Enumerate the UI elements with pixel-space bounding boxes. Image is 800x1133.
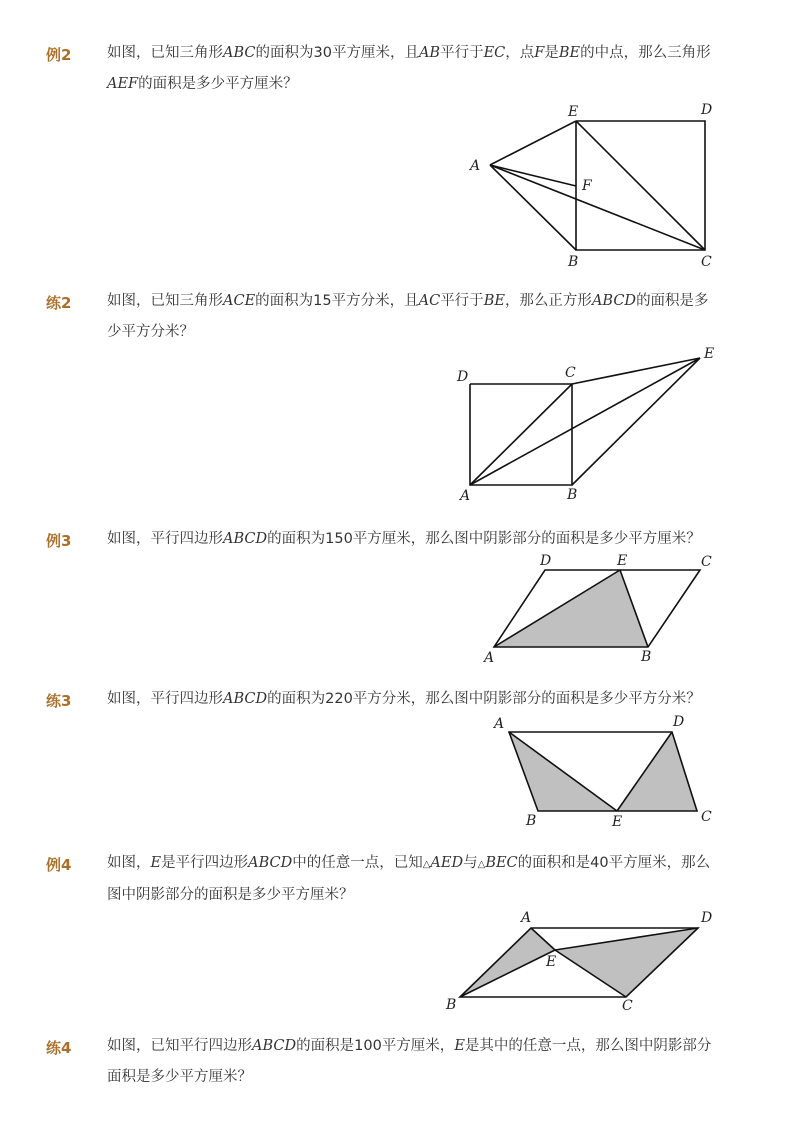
point-b: B	[526, 813, 537, 829]
point-b: B	[567, 487, 578, 503]
point-d: D	[457, 369, 469, 385]
point-d: D	[540, 553, 552, 569]
point-e: E	[617, 553, 628, 569]
point-a: A	[460, 488, 471, 504]
shaded-triangle-aeb	[460, 928, 555, 997]
point-d: D	[701, 910, 713, 926]
point-c: C	[701, 809, 712, 825]
problem-text: 如图，平行四边形ABCD的面积为220平方分米，那么图中阴影部分的面积是多少平方分米？	[107, 691, 701, 707]
point-b: B	[641, 649, 652, 665]
point-e: E	[568, 104, 579, 120]
problem-label: 练4	[46, 1039, 72, 1057]
figure-pr3	[488, 710, 720, 832]
point-e: E	[546, 954, 557, 970]
segment-ce	[572, 358, 700, 384]
segment-ac	[490, 165, 705, 250]
point-c: C	[701, 554, 712, 570]
point-c: C	[565, 365, 576, 381]
figure-ex3	[480, 550, 720, 665]
point-e: E	[612, 814, 623, 830]
problem-label: 练2	[46, 294, 72, 312]
problem-label: 例2	[46, 46, 72, 64]
point-d: D	[673, 714, 685, 730]
point-a: A	[484, 650, 495, 666]
problem-text: 如图，E是平行四边形ABCD中的任意一点，已知△AED与△BEC的面积和是40平方厘米，那么图中阴影部分的面积是多少平方厘米？	[107, 855, 711, 903]
problem-label: 例4	[46, 856, 72, 874]
problem-text: 如图，已知三角形ABC的面积为30平方厘米，且AB平行于EC，点F是BE的中点，那么三角形AEF的面积是多少平方厘米？	[107, 45, 711, 92]
figure-ex4	[440, 905, 725, 1017]
segment-ae	[470, 358, 700, 485]
point-d: D	[701, 102, 713, 118]
figure-pr2	[450, 345, 725, 505]
problem-label: 练3	[46, 692, 72, 710]
point-c: C	[622, 998, 633, 1014]
point-a: A	[494, 716, 505, 732]
point-b: B	[446, 997, 457, 1013]
segment-ab	[490, 165, 576, 250]
point-e: E	[704, 346, 715, 362]
segment-ec	[576, 121, 705, 250]
segment-ea	[490, 121, 576, 165]
problem-text: 如图，平行四边形ABCD的面积为150平方厘米，那么图中阴影部分的面积是多少平方厘米？	[107, 531, 701, 547]
segment-be	[572, 358, 700, 485]
segment-ac	[470, 384, 572, 485]
point-f: F	[582, 178, 592, 194]
point-a: A	[470, 158, 481, 174]
problem-label: 例3	[46, 532, 72, 550]
point-b: B	[568, 254, 579, 270]
problem-text: 如图，已知三角形ACE的面积为15平方分米，且AC平行于BE，那么正方形ABCD的面积是多少平方分米？	[107, 293, 709, 340]
point-c: C	[701, 254, 712, 270]
problem-text: 如图，已知平行四边形ABCD的面积是100平方厘米，E是其中的任意一点，那么图中阴影部分面积是多少平方厘米？	[107, 1038, 712, 1085]
point-a: A	[521, 910, 532, 926]
figure-ex2	[460, 98, 730, 270]
